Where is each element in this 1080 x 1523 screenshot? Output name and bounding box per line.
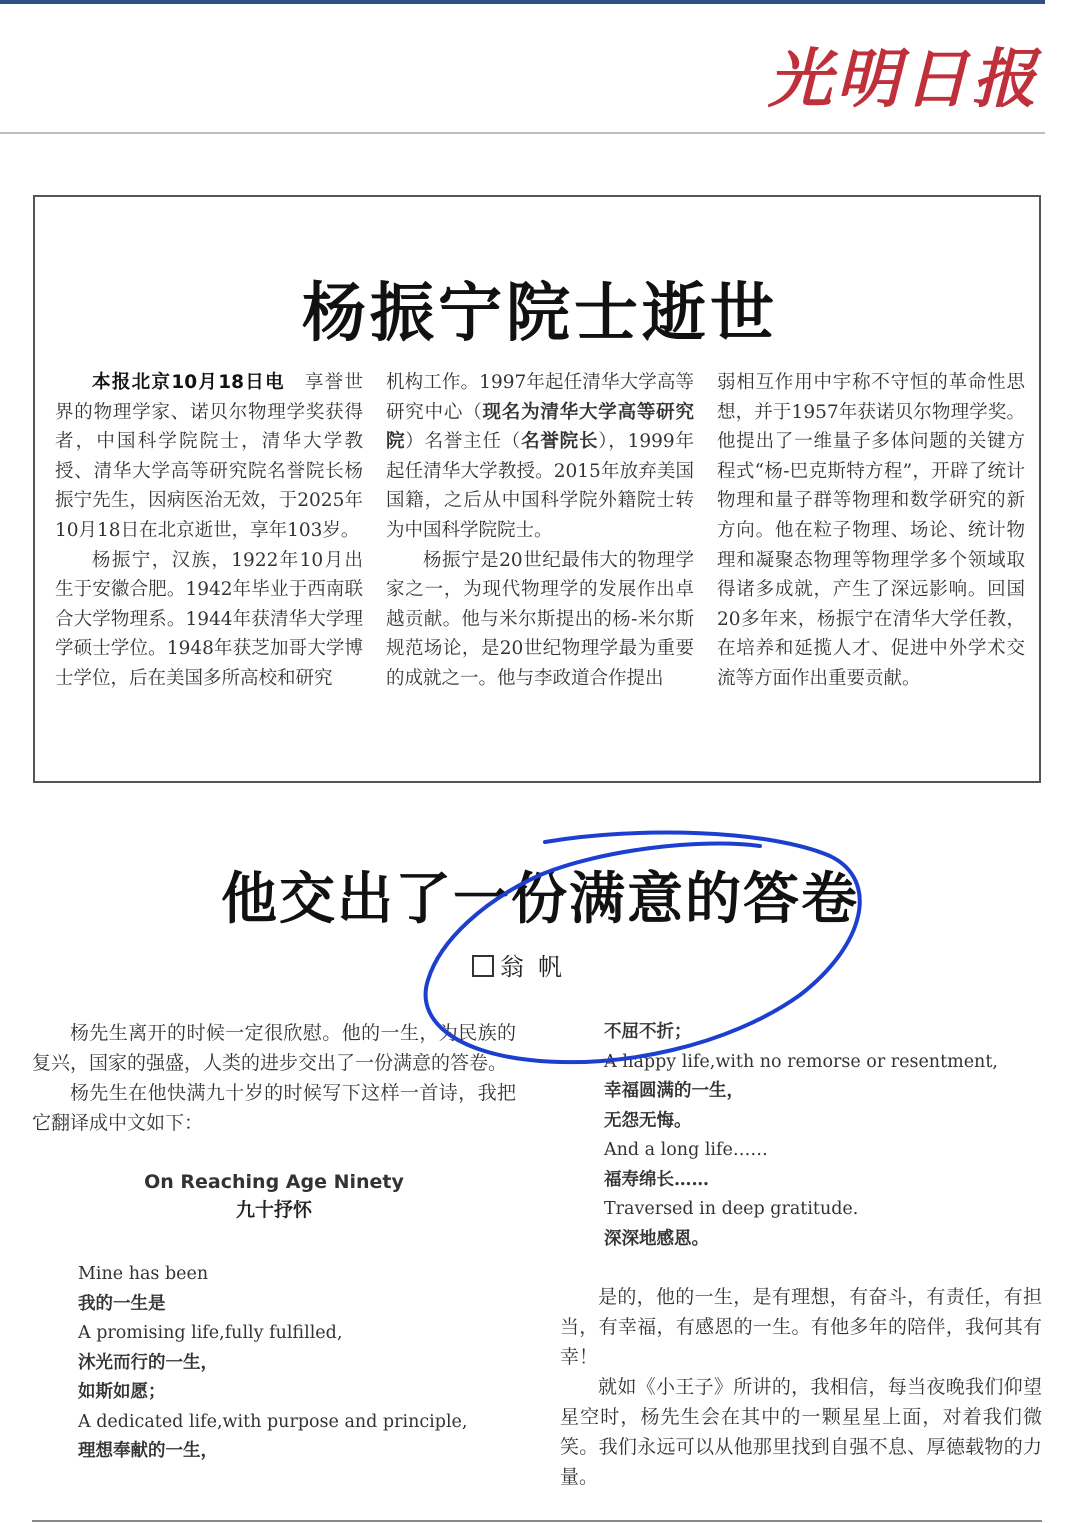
feature-paragraph: 是的，他的一生，是有理想，有奋斗，有责任，有担当，有幸福，有感恩的一生。有他多年的陪伴，我何其有幸！ [560, 1286, 1042, 1368]
poem-line: Traversed in deep gratitude. [604, 1199, 859, 1219]
poem-line: A dedicated life,with purpose and principle, [78, 1411, 468, 1432]
poem-line: Mine has been [78, 1264, 209, 1284]
page-edge [1048, 0, 1080, 1523]
poem-verses-right [560, 1018, 1042, 1254]
poem-line: 福寿绵长…… [604, 1169, 709, 1190]
obituary-column-2 [386, 368, 694, 694]
feature-right-column [560, 1018, 1042, 1492]
poem-line: 理想奉献的一生， [78, 1441, 218, 1461]
obituary-body [55, 368, 1025, 694]
byline [472, 947, 576, 982]
obituary-column-1 [55, 368, 363, 694]
author-name: 翁帆 [500, 953, 576, 981]
poem-title-chinese: 九十抒怀 [235, 1199, 312, 1221]
poem-line: And a long life…… [604, 1140, 768, 1160]
dateline: 本报北京10月18日电 [92, 372, 285, 393]
obituary-paragraph: 杨振宁，汉族，1922年10月出生于安徽合肥。1942年毕业于西南联合大学物理系。1944年获清华大学理学硕士学位。1948年获芝加哥大学博士学位，后在美国多所高校和研究 [55, 549, 363, 689]
poem-line: 沐光而行的一生， [78, 1352, 218, 1373]
obituary-paragraph: 弱相互作用中宇称不守恒的革命性思想，并于1957年获诺贝尔物理学奖。他提出了一维量子多体问题的关键方程式“杨-巴克斯特方程”，开辟了统计物理和量子群等物理和数学研究的新方向。他在粒子物理、场论、统计物理和凝聚态物理等物理学多个领域取得诸多成就，产生了深远影响。回国20多年来，杨振宁在清华大学任教，在培养和延揽人才、促进中外学术交流等方面作出重要贡献。 [717, 372, 1025, 689]
poem-line: 不屈不折； [604, 1022, 692, 1042]
poem-line: A promising life,fully fulfilled, [78, 1323, 343, 1343]
obituary-headline: 杨振宁院士逝世 [302, 277, 778, 351]
feature-left-column [32, 1018, 516, 1467]
newspaper-masthead: 光明日报 [768, 42, 1040, 117]
obituary-paragraph: 机构工作。1997年起任清华大学高等研究中心（现名为清华大学高等研究院）名誉主任（名誉院长），1999年起任清华大学教授。2015年放弃美国国籍，之后从中国科学院外籍院士转为中国科学院院士。 [386, 372, 694, 541]
poem-line: A happy life,with no remorse or resentment, [604, 1051, 998, 1072]
poem-line: 幸福圆满的一生， [604, 1081, 744, 1101]
obituary-paragraph: 本报北京10月18日电 享誉世界的物理学家、诺贝尔物理学奖获得者，中国科学院院士，清华大学教授、清华大学高等研究院名誉院长杨振宁先生，因病医治无效，于2025年10月18日在北京逝世，享年103岁。 [55, 372, 363, 541]
poem-line: 无怨无悔。 [604, 1110, 692, 1131]
poem-verses-left [32, 1260, 516, 1467]
poem-line: 如斯如愿； [78, 1382, 166, 1402]
bottom-divider [32, 1520, 1042, 1522]
poem-line: 深深地感恩。 [604, 1228, 709, 1249]
byline-square-icon [472, 955, 494, 977]
feature-paragraph: 就如《小王子》所讲的，我相信，每当夜晚我们仰望星空时，杨先生会在其中的一颗星星上面，对着我们微笑。我们永远可以从他那里找到自强不息、厚德载物的力量。 [560, 1376, 1042, 1488]
poem-line: 我的一生是 [78, 1293, 166, 1314]
masthead-divider [0, 132, 1045, 134]
obituary-column-3 [717, 368, 1025, 694]
feature-headline: 他交出了一份满意的答卷 [221, 866, 859, 932]
feature-paragraph: 杨先生离开的时候一定很欣慰。他的一生，为民族的复兴，国家的强盛，人类的进步交出了一份满意的答卷。 [32, 1022, 516, 1074]
obituary-paragraph: 杨振宁是20世纪最伟大的物理学家之一，为现代物理学的发展作出卓越贡献。他与米尔斯提出的杨-米尔斯规范场论，是20世纪物理学最为重要的成就之一。他与李政道合作提出 [386, 549, 694, 689]
feature-paragraph: 杨先生在他快满九十岁的时候写下这样一首诗，我把它翻译成中文如下： [32, 1082, 516, 1134]
top-border-bar [0, 0, 1045, 4]
poem-title [32, 1168, 516, 1224]
poem-title-english: On Reaching Age Ninety [144, 1171, 404, 1193]
